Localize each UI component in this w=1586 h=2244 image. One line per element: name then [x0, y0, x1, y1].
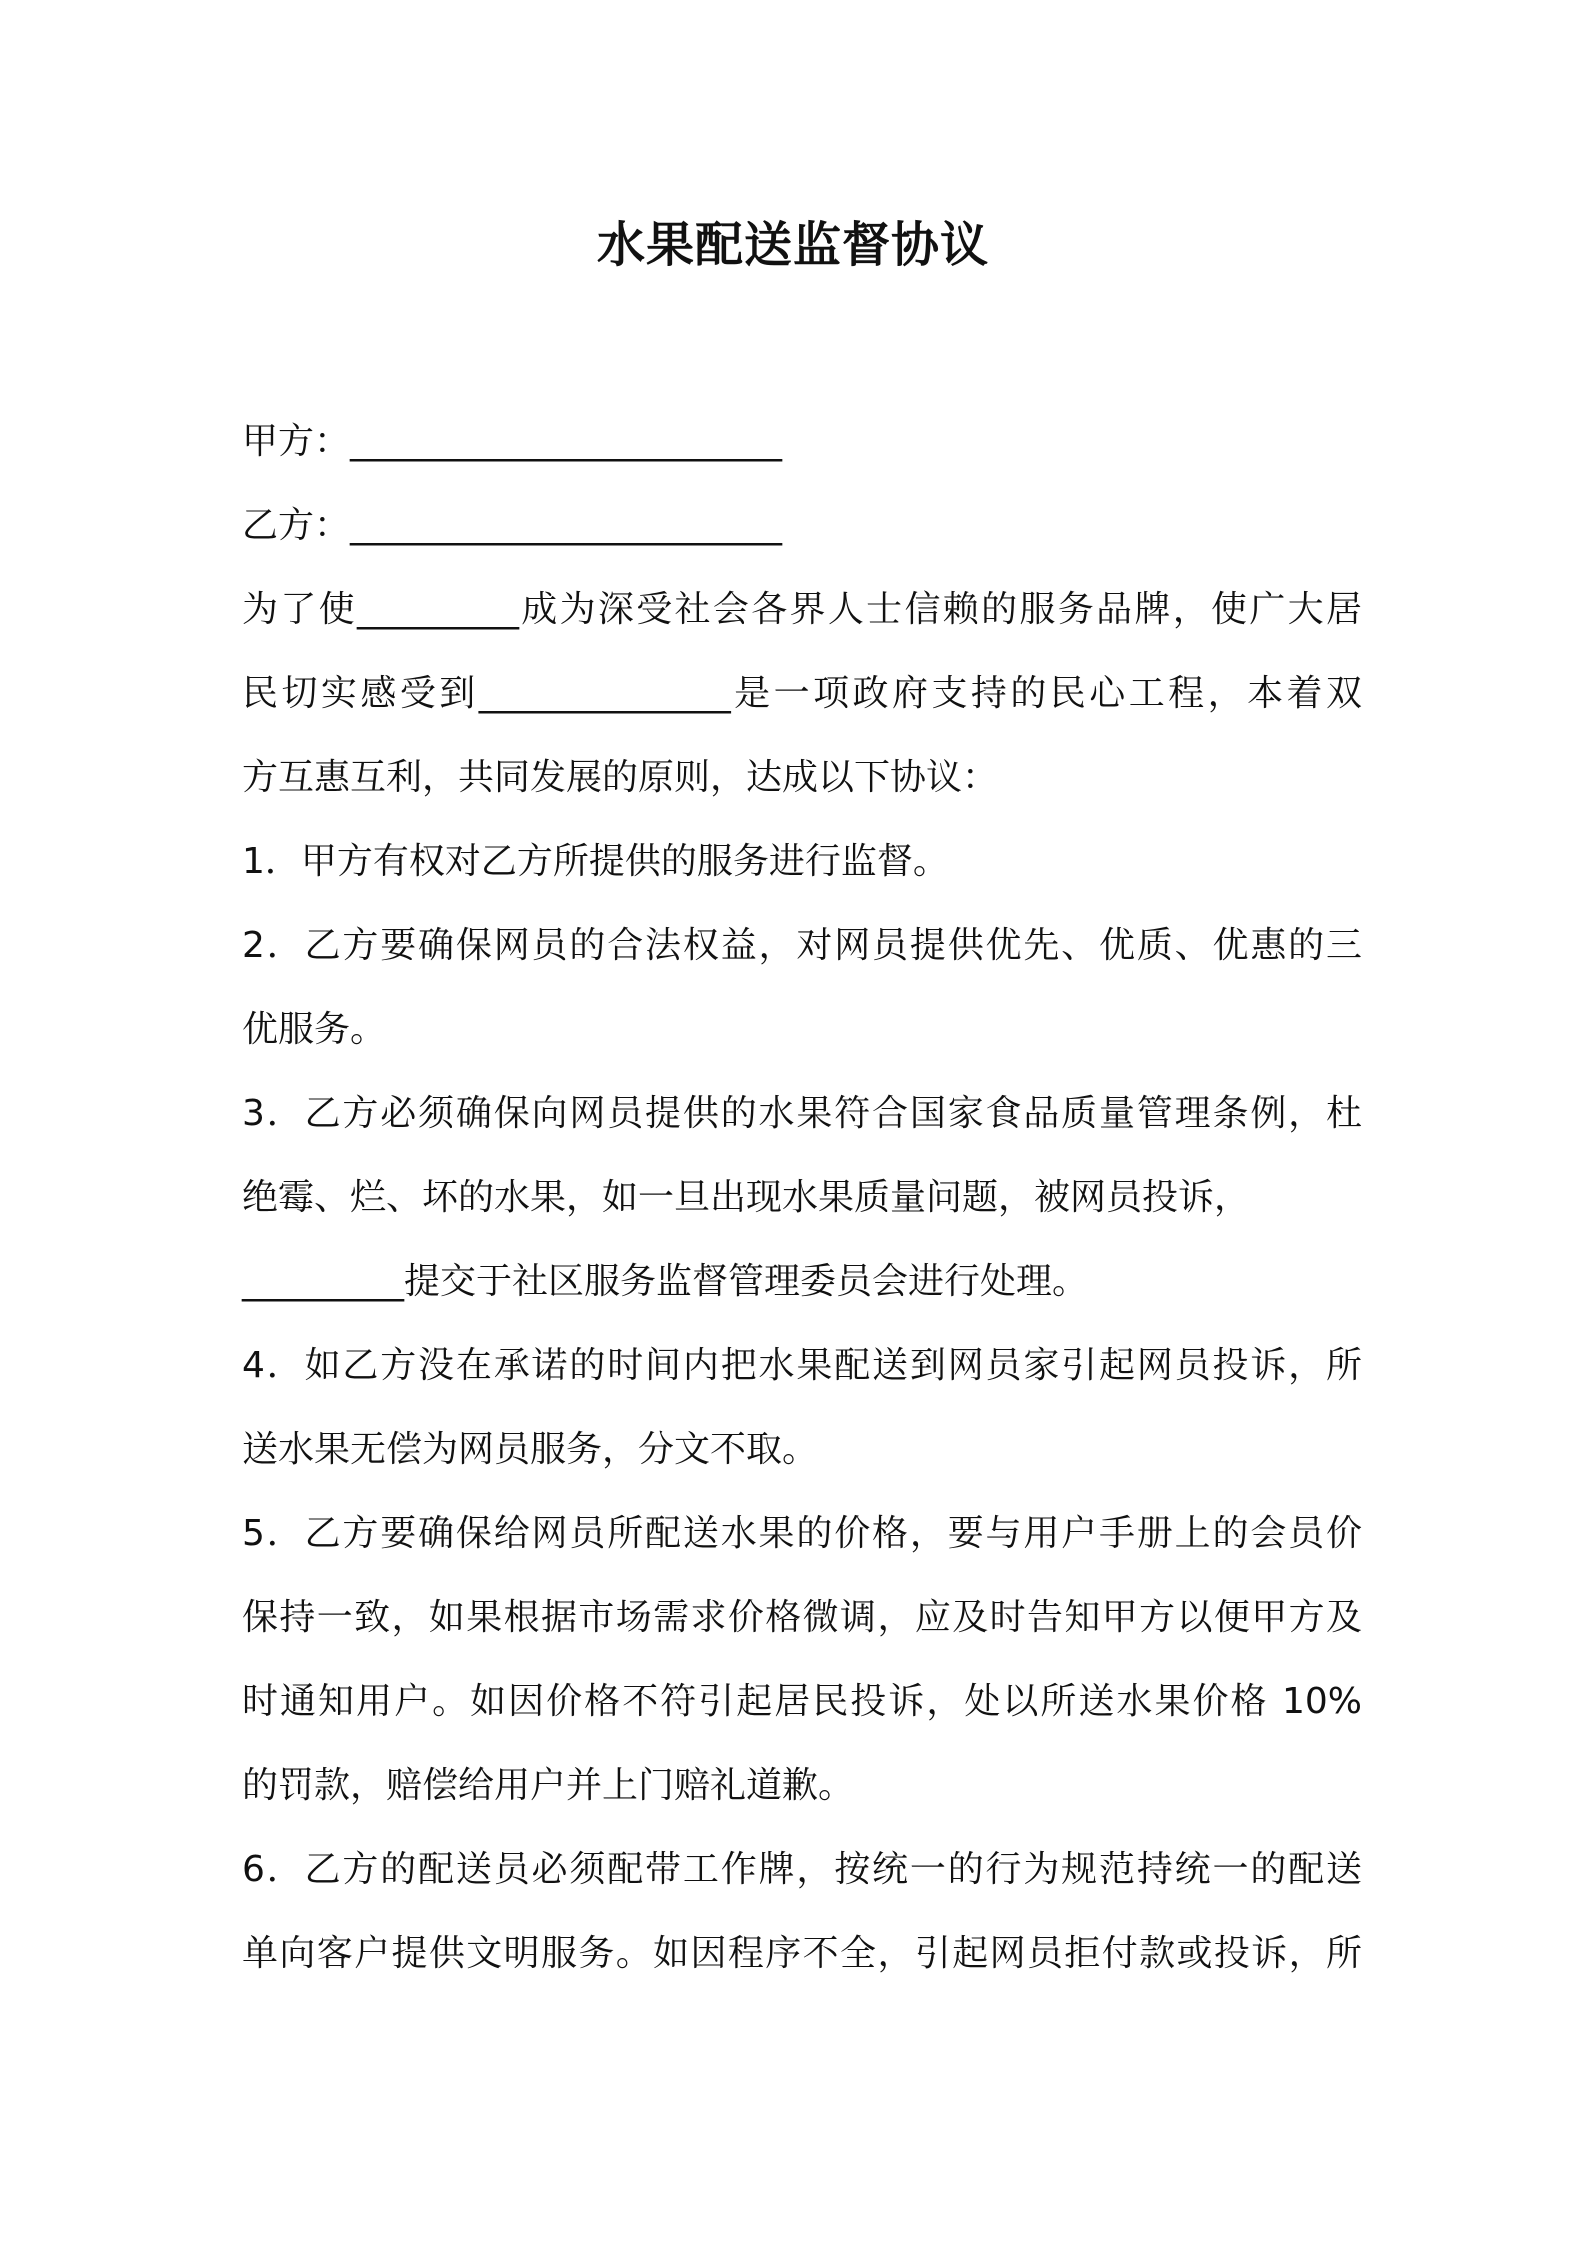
- party-a-line: 甲方：________________________: [242, 421, 783, 462]
- preamble-line: 民切实感受到______________是一项政府支持的民心工程，本着双: [242, 673, 1362, 714]
- clause-line: 1．甲方有权对乙方所提供的服务进行监督。: [242, 841, 949, 882]
- document-title: 水果配送监督协议: [596, 217, 989, 273]
- clause-line: 的罚款，赔偿给用户并上门赔礼道歉。: [242, 1765, 855, 1806]
- preamble-line: 方互惠互利，共同发展的原则，达成以下协议：: [242, 757, 999, 798]
- clause-line: 4．如乙方没在承诺的时间内把水果配送到网员家引起网员投诉，所: [242, 1345, 1362, 1386]
- clause-line: 保持一致，如果根据市场需求价格微调，应及时告知甲方以便甲方及: [242, 1597, 1362, 1638]
- clause-line: 单向客户提供文明服务。如因程序不全，引起网员拒付款或投诉，所: [242, 1933, 1362, 1974]
- clause-line: 时通知用户。如因价格不符引起居民投诉，处以所送水果价格 10%: [242, 1681, 1362, 1722]
- clause-line: 送水果无偿为网员服务，分文不取。: [242, 1429, 819, 1470]
- clause-line: 优服务。: [242, 1009, 387, 1050]
- preamble-line: 为了使_________成为深受社会各界人士信赖的服务品牌，使广大居: [242, 589, 1362, 630]
- clause-line: 5．乙方要确保给网员所配送水果的价格，要与用户手册上的会员价: [242, 1513, 1362, 1554]
- party-b-line: 乙方：________________________: [242, 505, 783, 546]
- clause-line: 6．乙方的配送员必须配带工作牌，按统一的行为规范持统一的配送: [242, 1849, 1362, 1890]
- document-body: [242, 400, 1362, 1996]
- clause-line: _________提交于社区服务监督管理委员会进行处理。: [242, 1261, 1089, 1302]
- clause-line: 绝霉、烂、坏的水果，如一旦出现水果质量问题，被网员投诉，: [242, 1177, 1251, 1218]
- clause-line: 3．乙方必须确保向网员提供的水果符合国家食品质量管理条例，杜: [242, 1093, 1362, 1134]
- clause-line: 2．乙方要确保网员的合法权益，对网员提供优先、优质、优惠的三: [242, 925, 1362, 966]
